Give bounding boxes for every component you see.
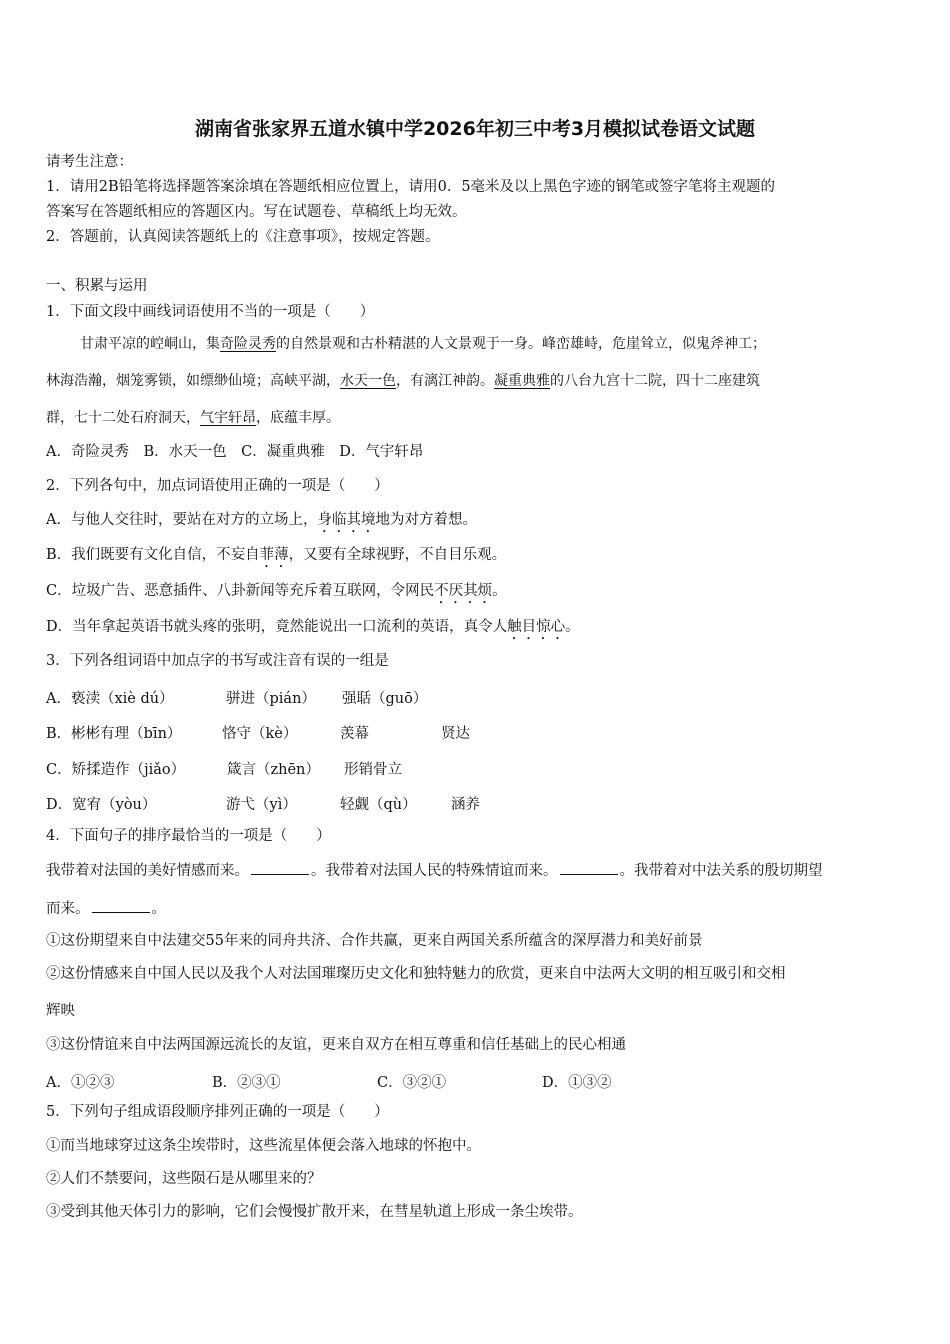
q3-a-item-1: A．亵渎（xiè dú） — [46, 691, 174, 707]
q2-text: 地为对方着想。 — [375, 512, 477, 528]
q1-passage-line-1 — [80, 337, 766, 351]
q2-text: 。 — [565, 619, 580, 635]
q4-option-c: C．③②① — [377, 1075, 447, 1091]
q1-text: 甘肃平凉的崆峒山，集 — [80, 336, 220, 352]
q2-text: B．我们既要有文化自信，不妄自 — [46, 547, 260, 563]
notice-line-1a: 1．请用2B铅笔将选择题答案涂填在答题纸相应位置上，请用0．5毫米及以上黑色字迹的钢笔或签字笔将主观题的 — [46, 179, 776, 195]
q2-text: C．垃圾广告、恶意插件、八卦新闻等充斥着互联网，令网民 — [46, 583, 435, 599]
q2-option-a — [46, 512, 477, 536]
q2-option-d — [46, 619, 580, 643]
q5-sentence-1: ①而当地球穿过这条尘埃带时，这些流星体便会落入地球的怀抱中。 — [46, 1138, 481, 1154]
q1-underlined-3: 凝重典雅 — [494, 373, 550, 389]
q2-text: 。 — [492, 583, 507, 599]
q4-passage-line-1 — [46, 863, 823, 879]
q4-text: 。我带着对法国人民的特殊情谊而来。 — [311, 863, 558, 879]
q4-text: 我带着对法国的美好情感而来。 — [46, 863, 249, 879]
q3-a-item-2: 骈进（pián） — [226, 691, 316, 707]
notice-heading: 请考生注意： — [46, 154, 133, 170]
q4-option-a: A．①②③ — [46, 1075, 115, 1091]
q3-stem: 3．下列各组词语中加点字的书写或注音有误的一组是 — [46, 653, 389, 669]
q3-b-item-4: 贤达 — [441, 726, 470, 742]
q3-b-item-3: 羡幕 — [340, 726, 369, 742]
q2-dotted-word: 身临其境 — [317, 512, 376, 528]
q4-stem: 4．下面句子的排序最恰当的一项是（ ） — [46, 828, 331, 844]
q3-c-item-1: C．矫揉造作（jiǎo） — [46, 762, 186, 778]
page-title: 湖南省张家界五道水镇中学2026年初三中考3月模拟试卷语文试题 — [194, 118, 756, 140]
answer-blank[interactable] — [92, 901, 150, 913]
q1-text: 的自然景观和古朴精湛的人文景观于一身。峰峦雄峙，危崖耸立，似鬼斧神工； — [276, 336, 766, 352]
q2-text: D．当年拿起英语书就头疼的张明，竟然能说出一口流利的英语，真令人 — [46, 619, 508, 635]
q2-stem: 2．下列各句中，加点词语使用正确的一项是（ ） — [46, 478, 389, 494]
q3-b-item-2: 恪守（kè） — [222, 726, 298, 742]
q1-text: 的八台九宫十二院，四十二座建筑 — [550, 373, 760, 389]
q3-c-item-3: 形销骨立 — [344, 762, 402, 778]
q2-text: ，又要有全球视野，不自目乐观。 — [288, 547, 507, 563]
q3-a-item-3: 强聒（guō） — [342, 691, 428, 707]
q3-b-item-1: B．彬彬有理（bīn） — [46, 726, 182, 742]
q1-underlined-4: 气宇轩昂 — [200, 410, 256, 426]
answer-blank[interactable] — [251, 863, 309, 875]
q2-option-c — [46, 583, 507, 607]
q4-text: 而来。 — [46, 901, 90, 917]
q5-sentence-2: ②人们不禁要问，这些陨石是从哪里来的？ — [46, 1171, 322, 1187]
q2-text: A．与他人交往时，要站在对方的立场上， — [46, 512, 318, 528]
q2-dotted-word: 不厌其烦 — [434, 583, 493, 599]
q2-option-b — [46, 547, 506, 571]
q1-text: ，有漓江神韵。 — [396, 373, 494, 389]
answer-blank[interactable] — [560, 863, 618, 875]
q5-stem: 5．下列句子组成语段顺序排列正确的一项是（ ） — [46, 1104, 389, 1120]
q4-option-d: D．①③② — [542, 1075, 612, 1091]
q1-stem: 1．下面文段中画线词语使用不当的一项是（ ） — [46, 304, 375, 320]
q1-text: 群，七十二处石府洞天， — [46, 410, 200, 426]
q4-text: 。 — [151, 901, 166, 917]
q5-sentence-3: ③受到其他天体引力的影响，它们会慢慢扩散开来，在彗星轨道上形成一条尘埃带。 — [46, 1204, 583, 1220]
q4-passage-line-2 — [46, 901, 166, 917]
q4-option-b: B．②③① — [212, 1075, 281, 1091]
q1-text: 林海浩瀚，烟笼雾锁，如缥缈仙境；高峡平湖， — [46, 373, 340, 389]
q2-dotted-word: 触目惊心 — [507, 619, 566, 635]
q3-d-item-1: D．宽宥（yòu） — [46, 797, 157, 813]
q1-underlined-1: 奇险灵秀 — [220, 336, 276, 352]
q3-c-item-2: 箴言（zhēn） — [227, 762, 320, 778]
q2-dotted-word: 菲薄 — [259, 547, 289, 563]
q4-sentence-3: ③这份情谊来自中法两国源远流长的友谊，更来自双方在相互尊重和信任基础上的民心相通 — [46, 1037, 626, 1053]
q3-d-item-2: 游弋（yì） — [226, 797, 297, 813]
q1-options: A．奇险灵秀 B．水天一色 C．凝重典雅 D．气宇轩昂 — [46, 444, 424, 460]
q1-passage-line-2 — [46, 374, 760, 388]
q3-d-item-3: 轻觑（qù） — [340, 797, 417, 813]
q4-text: 。我带着对中法关系的殷切期望 — [619, 863, 823, 879]
notice-line-1b: 答案写在答题纸相应的答题区内。写在试题卷、草稿纸上均无效。 — [46, 204, 467, 220]
q4-sentence-2b: 辉映 — [46, 1003, 75, 1019]
notice-line-2: 2．答题前，认真阅读答题纸上的《注意事项》，按规定答题。 — [46, 229, 440, 245]
q4-sentence-2a: ②这份情感来自中国人民以及我个人对法国璀璨历史文化和独特魅力的欣赏，更来自中法两大文明的相互吸引和交相 — [46, 966, 786, 982]
q1-underlined-2: 水天一色 — [340, 373, 396, 389]
section-heading: 一、积累与运用 — [46, 278, 148, 294]
q1-text: ，底蕴丰厚。 — [256, 410, 340, 426]
q1-passage-line-3 — [46, 411, 340, 425]
q3-d-item-4: 涵养 — [451, 797, 480, 813]
q4-sentence-1: ①这份期望来自中法建交55年来的同舟共济、合作共赢，更来自两国关系所蕴含的深厚潜力和美好前景 — [46, 933, 703, 949]
